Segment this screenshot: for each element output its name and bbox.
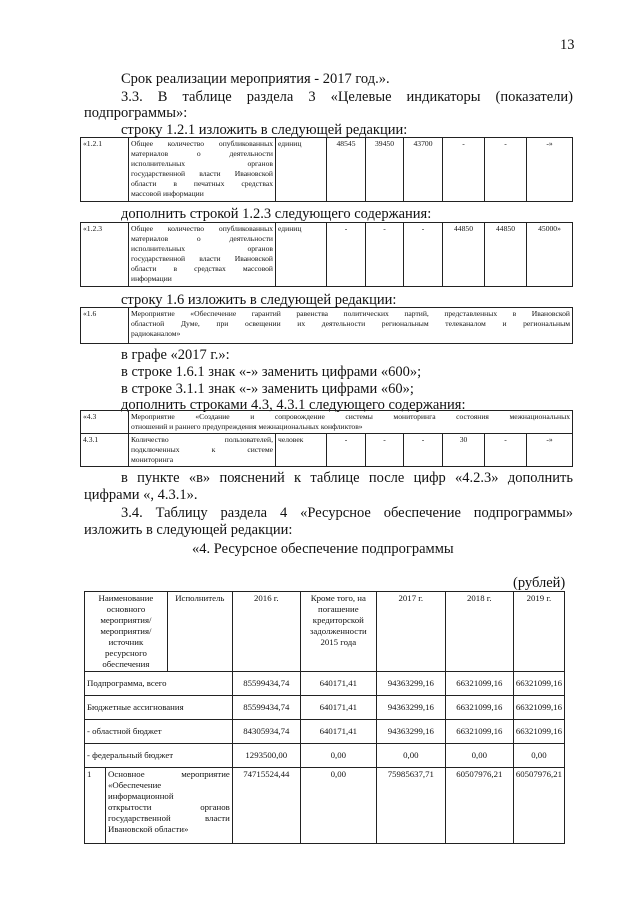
value-cell: - [327, 434, 366, 467]
instruction-row-1-6-1: в строке 1.6.1 знак «-» заменить цифрами «600»; [121, 364, 422, 380]
row-number: «4.3 [81, 411, 129, 434]
indicator-rows-4-3-table [80, 410, 573, 467]
table-row [85, 696, 565, 720]
cell-2016: 1293500,00 [232, 744, 300, 768]
value-cell: - [404, 434, 443, 467]
row-number: 4.3.1 [81, 434, 129, 467]
paragraph-v-line2: цифрами «, 4.3.1». [84, 487, 198, 503]
row-number: «1.6 [81, 308, 129, 344]
deadline-line: Срок реализации мероприятия - 2017 год.». [121, 71, 390, 87]
value-cell: 39450 [366, 138, 404, 202]
cell-debt: 640171,41 [300, 696, 376, 720]
indicator-description: Общее количество опубликованных материалов о деятельности исполнительных органов государственной власти Ивановской области в средствах массовой информации [129, 223, 276, 287]
cell-debt: 640171,41 [300, 720, 376, 744]
cell-2017: 75985637,71 [376, 768, 445, 844]
value-cell: - [366, 223, 404, 287]
cell-2018: 66321099,16 [445, 672, 513, 696]
cell-2018: 60507976,21 [445, 768, 513, 844]
row-number: «1.2.1 [81, 138, 129, 202]
instruction-row-1-2-1: строку 1.2.1 изложить в следующей редакции: [121, 122, 408, 138]
header-2019: 2019 г. [513, 592, 564, 672]
header-executor: Исполнитель [167, 592, 232, 672]
value-cell: -» [527, 138, 573, 202]
instruction-row-3-1-1: в строке 3.1.1 знак «-» заменить цифрами «60»; [121, 381, 414, 397]
paragraph-3-4-line1: 3.4. Таблицу раздела 4 «Ресурсное обеспечение подпрограммы» [121, 505, 573, 521]
value-cell: - [404, 223, 443, 287]
header-2017: 2017 г. [376, 592, 445, 672]
section-title: «4. Ресурсное обеспечение подпрограммы [192, 541, 454, 557]
value-cell: 43700 [404, 138, 443, 202]
table-row [85, 720, 565, 744]
value-cell: 48545 [327, 138, 366, 202]
indicator-description: Количество пользователей, подключенных к системе мониторинга [129, 434, 276, 467]
value-cell: 44850 [485, 223, 527, 287]
table-row [85, 744, 565, 768]
value-cell: 45000» [527, 223, 573, 287]
cell-2016: 84305934,74 [232, 720, 300, 744]
value-cell: -» [527, 434, 573, 467]
indicator-row-1-2-3-table [80, 222, 573, 287]
cell-2017: 94363299,16 [376, 720, 445, 744]
cell-2018: 66321099,16 [445, 696, 513, 720]
paragraph-v-line1: в пункте «в» пояснений к таблице после цифр «4.2.3» дополнить [121, 470, 573, 486]
instruction-column-2017: в графе «2017 г.»: [121, 347, 230, 363]
budget-table [84, 591, 565, 844]
row-label: - областной бюджет [85, 720, 233, 744]
unit-cell: единиц [276, 138, 327, 202]
cell-debt: 0,00 [300, 768, 376, 844]
header-2016: 2016 г. [232, 592, 300, 672]
indicator-row-1-2-1-table [80, 137, 573, 202]
event-description: Мероприятие «Обеспечение гарантий равенства политических партий, представленных в Ивановской областной Думе, при освещении их деятельности региональным телеканалом и региональным радиоканалом» [129, 308, 573, 344]
units-label: (рублей) [513, 575, 566, 591]
cell-2016: 85599434,74 [232, 672, 300, 696]
header-name: Наименование основного мероприятия/мероприятия/источник ресурсного обеспечения [85, 592, 168, 672]
indicator-row-1-6-table [80, 307, 573, 344]
unit-cell: единиц [276, 223, 327, 287]
table-row [85, 672, 565, 696]
instruction-rows-4-3: дополнить строками 4.3, 4.3.1 следующего содержания: [121, 397, 466, 413]
cell-2017: 94363299,16 [376, 696, 445, 720]
cell-2019: 0,00 [513, 744, 564, 768]
main-event-description: Основное мероприятие «Обеспечение информационной открытости органов государственной власти Ивановской области» [106, 768, 233, 844]
header-2018: 2018 г. [445, 592, 513, 672]
row-label: Подпрограмма, всего [85, 672, 233, 696]
paragraph-3-3-line1: 3.3. В таблице раздела 3 «Целевые индикаторы (показатели) [121, 89, 573, 105]
value-cell: - [366, 434, 404, 467]
cell-2019: 60507976,21 [513, 768, 564, 844]
indicator-description: Общее количество опубликованных материалов о деятельности исполнительных органов государственной власти Ивановской области в печатных средствах массовой информации [129, 138, 276, 202]
cell-2017: 94363299,16 [376, 672, 445, 696]
budget-header-row [85, 592, 565, 672]
value-cell: - [443, 138, 485, 202]
cell-2016: 85599434,74 [232, 696, 300, 720]
cell-2017: 0,00 [376, 744, 445, 768]
table-row [85, 768, 565, 844]
cell-2019: 66321099,16 [513, 696, 564, 720]
row-number: «1.2.3 [81, 223, 129, 287]
cell-2019: 66321099,16 [513, 720, 564, 744]
row-label: Бюджетные ассигнования [85, 696, 233, 720]
value-cell: - [485, 138, 527, 202]
cell-2019: 66321099,16 [513, 672, 564, 696]
event-description: Мероприятие «Создание и сопровождение системы мониторинга состояния межнациональных отношений и раннего предупреждения межнациональных конфликтов» [129, 411, 573, 434]
cell-2018: 0,00 [445, 744, 513, 768]
row-label: - федеральный бюджет [85, 744, 233, 768]
page-number: 13 [560, 37, 575, 53]
cell-2016: 74715524,44 [232, 768, 300, 844]
cell-debt: 0,00 [300, 744, 376, 768]
cell-debt: 640171,41 [300, 672, 376, 696]
value-cell: - [327, 223, 366, 287]
header-debt: Кроме того, на погашение кредиторской задолженности 2015 года [300, 592, 376, 672]
value-cell: 44850 [443, 223, 485, 287]
unit-cell: человек [276, 434, 327, 467]
cell-2018: 66321099,16 [445, 720, 513, 744]
value-cell: - [485, 434, 527, 467]
row-number: 1 [85, 768, 106, 844]
paragraph-3-4-line2: изложить в следующей редакции: [84, 522, 293, 538]
paragraph-3-3-line2: подпрограммы»: [84, 105, 188, 121]
instruction-row-1-2-3: дополнить строкой 1.2.3 следующего содержания: [121, 206, 432, 222]
instruction-row-1-6: строку 1.6 изложить в следующей редакции: [121, 292, 397, 308]
value-cell: 30 [443, 434, 485, 467]
